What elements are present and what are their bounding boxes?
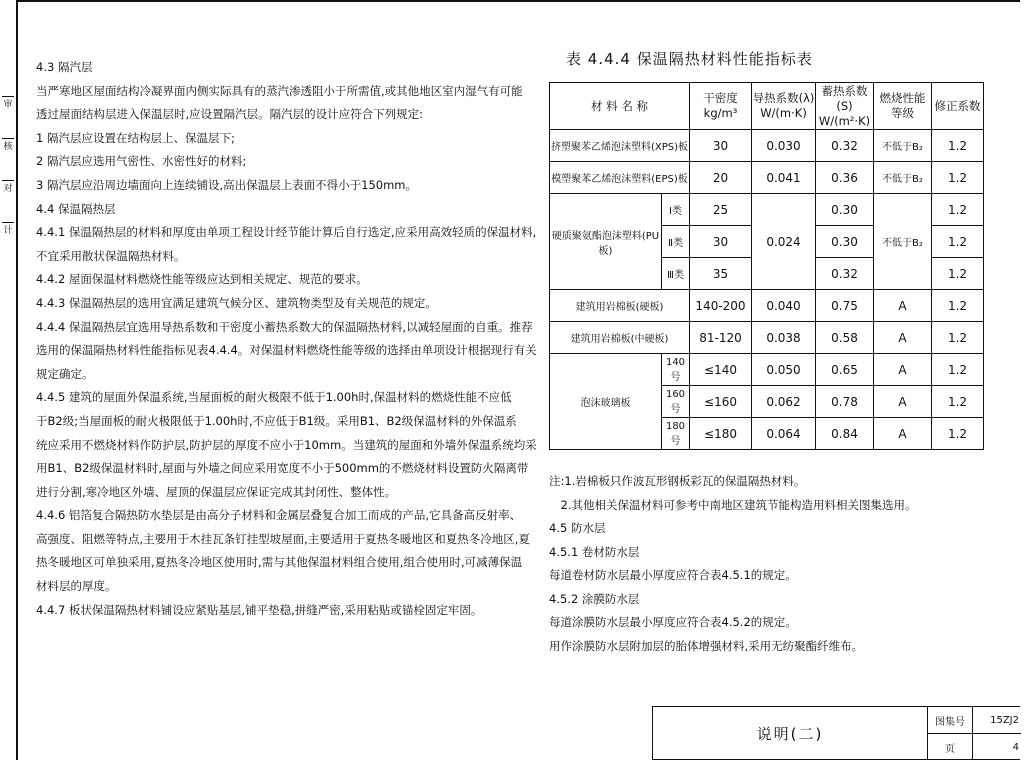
- text-line: 4.4.4 保温隔热层宜选用导热系数和干密度小蓄热系数大的保温隔热材料,以减轻屋面的自重。推荐: [36, 319, 533, 334]
- table-row: [550, 130, 984, 162]
- cell-storage: 0.32: [816, 258, 874, 290]
- cell-conductivity: 0.064: [752, 418, 816, 450]
- left-text-column: [36, 56, 537, 622]
- margin-label: 核: [3, 142, 13, 152]
- cell-storage: 0.36: [816, 162, 874, 194]
- text-line: 高强度、阻燃等特点,主要用于木挂瓦条钉挂型坡屋面,主要适用于夏热冬暖地区和夏热冬冷地区,夏: [36, 531, 530, 546]
- table-row: [550, 322, 984, 354]
- cell-subtype: Ⅰ类: [662, 194, 690, 226]
- cell-grade: 140号: [662, 354, 690, 386]
- text-line: 4.4.1 保温隔热层的材料和厚度由单项工程设计经节能计算后自行选定,应采用高效轻质的保温材料,: [36, 225, 537, 240]
- text-line: 每道涂膜防水层最小厚度应符合表4.5.2的规定。: [549, 615, 797, 629]
- cell-conductivity: 0.050: [752, 354, 816, 386]
- table-row: [550, 162, 984, 194]
- cell-density: 35: [690, 258, 752, 290]
- atlas-number-label: 图集号: [928, 707, 973, 733]
- cell-fire: A: [874, 290, 932, 322]
- table-row: [550, 290, 984, 322]
- text-line: 当严寒地区屋面结构冷凝界面内侧实际具有的蒸汽渗透阻小于所需值,或其他地区室内湿气有可能: [36, 83, 523, 98]
- cell-conductivity: 0.038: [752, 322, 816, 354]
- text-line: 1 隔汽层应设置在结构层上、保温层下;: [36, 130, 235, 145]
- cell-density: 81-120: [690, 322, 752, 354]
- table-row: [550, 194, 984, 226]
- right-text-column: [549, 470, 1019, 658]
- cell-conductivity: 0.062: [752, 386, 816, 418]
- text-line: 3 隔汽层应沿周边墙面向上连续铺设,高出保温层上表面不得小于150mm。: [36, 177, 417, 192]
- cell-name: 挤塑聚苯乙烯泡沫塑料(XPS)板: [550, 130, 690, 162]
- header-conductivity: [752, 83, 816, 130]
- cell-density: 30: [690, 130, 752, 162]
- text-line: 用B1、B2级保温材料时,屋面与外墙之间应采用宽度不小于500mm的不燃烧材料设置防火隔离带: [36, 461, 529, 476]
- header-storage-unit: W/(m²·K): [818, 113, 871, 128]
- cell-conductivity: 0.041: [752, 162, 816, 194]
- margin-tick: [2, 222, 14, 223]
- header-material-name: 材 料 名 称: [550, 83, 690, 130]
- text-line: 4.3 隔汽层: [36, 60, 93, 74]
- cell-fire: A: [874, 322, 932, 354]
- table-header-row: [550, 83, 984, 130]
- cell-fire: A: [874, 418, 932, 450]
- cell-density: 140-200: [690, 290, 752, 322]
- header-conductivity-label: 导热系数(λ): [752, 91, 815, 105]
- text-line: 热冬暖地区可单独采用,夏热冬冷地区使用时,需与其他保温材料组合使用,组合使用时,可减薄保温: [36, 555, 523, 570]
- cell-name: 模塑聚苯乙烯泡沫塑料(EPS)板: [550, 162, 690, 194]
- cell-subtype: Ⅱ类: [662, 226, 690, 258]
- table-row: [550, 354, 984, 386]
- page-number-value: 4: [1012, 741, 1019, 753]
- cell-name: 泡沫玻璃板: [550, 354, 662, 450]
- cell-density: ≤160: [690, 386, 752, 418]
- cell-subtype: Ⅲ类: [662, 258, 690, 290]
- binding-margin: [0, 0, 16, 766]
- text-line: 4.4.2 屋面保温材料燃烧性能等级应达到相关规定、规范的要求。: [36, 272, 368, 287]
- cell-storage: 0.84: [816, 418, 874, 450]
- text-line: 不宜采用散状保温隔热材料。: [36, 248, 186, 263]
- margin-label: 对: [3, 184, 13, 194]
- cell-conductivity: 0.024: [752, 194, 816, 290]
- text-line: 4.5.2 涂膜防水层: [549, 591, 640, 606]
- header-storage: [816, 83, 874, 130]
- atlas-number-value: 15ZJ2: [990, 714, 1019, 726]
- cell-density: 30: [690, 226, 752, 258]
- header-fire-label-2: 等级: [891, 106, 914, 120]
- cell-density: ≤140: [690, 354, 752, 386]
- header-storage-label: 蓄热系数(S): [821, 83, 868, 113]
- text-line: 4.5 防水层: [549, 521, 606, 535]
- cell-grade: 180号: [662, 418, 690, 450]
- cell-factor: 1.2: [932, 226, 984, 258]
- page-label: 页: [928, 734, 973, 760]
- text-line: 透过屋面结构层进入保温层时,应设置隔汽层。隔汽层的设计应符合下列规定:: [36, 107, 424, 122]
- header-fire-label: 燃烧性能: [879, 91, 926, 105]
- text-line: 统应采用不燃烧材料作防护层,防护层的厚度不应小于10mm。当建筑的屋面和外墙外保温系统均采: [36, 437, 537, 452]
- cell-fire: 不低于B₂: [874, 162, 932, 194]
- cell-factor: 1.2: [932, 162, 984, 194]
- cell-factor: 1.2: [932, 418, 984, 450]
- cell-fire: 不低于B₂: [874, 194, 932, 290]
- cell-name: 硬质聚氨酯泡沫塑料(PU板): [550, 194, 662, 290]
- text-line: 材料层的厚度。: [36, 579, 117, 594]
- text-line: 每道卷材防水层最小厚度应符合表4.5.1的规定。: [549, 568, 797, 582]
- cell-storage: 0.58: [816, 322, 874, 354]
- header-fire: [874, 83, 932, 130]
- margin-tick: [2, 138, 14, 139]
- cell-fire: A: [874, 386, 932, 418]
- text-line: 4.4.5 建筑的屋面外保温系统,当屋面板的耐火极限不低于1.00h时,保温材料的燃烧性能不应低: [36, 390, 512, 405]
- cell-factor: 1.2: [932, 322, 984, 354]
- cell-density: 20: [690, 162, 752, 194]
- text-line: 2 隔汽层应选用气密性、水密性好的材料;: [36, 154, 247, 169]
- cell-storage: 0.30: [816, 226, 874, 258]
- material-spec-table: [549, 82, 984, 450]
- cell-grade: 160号: [662, 386, 690, 418]
- cell-conductivity: 0.030: [752, 130, 816, 162]
- cell-storage: 0.78: [816, 386, 874, 418]
- table-note: 注:1.岩棉板只作波瓦形钢板彩瓦的保温隔热材料。: [549, 474, 806, 488]
- sheet-caption: 说明(二): [653, 707, 928, 759]
- cell-fire: 不低于B₂: [874, 130, 932, 162]
- cell-density: ≤180: [690, 418, 752, 450]
- table-title: 表 4.4.4 保温隔热材料性能指标表: [566, 50, 813, 68]
- title-block: [652, 706, 1020, 760]
- text-line: 选用的保温隔热材料性能指标见表4.4.4。对保温材料燃烧性能等级的选择由单项设计根据现行有关: [36, 343, 537, 358]
- text-line: 于B2级;当屋面板的耐火极限低于1.00h时,不应低于B1级。采用B1、B2级保温材料的外保温系: [36, 413, 517, 428]
- cell-storage: 0.32: [816, 130, 874, 162]
- header-conductivity-unit: W/(m·K): [760, 106, 807, 120]
- cell-storage: 0.75: [816, 290, 874, 322]
- margin-tick: [2, 96, 14, 97]
- cell-factor: 1.2: [932, 354, 984, 386]
- table-note: 2.其他相关保温材料可参考中南地区建筑节能构造用料相关图集选用。: [549, 497, 917, 512]
- cell-factor: 1.2: [932, 386, 984, 418]
- cell-name: 建筑用岩棉板(中硬板): [550, 322, 690, 354]
- text-line: 4.5.1 卷材防水层: [549, 544, 640, 559]
- header-density-label: 干密度: [703, 91, 738, 105]
- cell-conductivity: 0.040: [752, 290, 816, 322]
- text-line: 用作涂膜防水层附加层的胎体增强材料,采用无纺聚酯纤维布。: [549, 638, 864, 653]
- cell-storage: 0.65: [816, 354, 874, 386]
- margin-tick: [2, 180, 14, 181]
- cell-density: 25: [690, 194, 752, 226]
- text-line: 4.4.6 铝箔复合隔热防水垫层是由高分子材料和金属层叠复合加工而成的产品,它具备高反射率、: [36, 508, 522, 523]
- cell-factor: 1.2: [932, 130, 984, 162]
- cell-name: 建筑用岩棉板(硬板): [550, 290, 690, 322]
- cell-factor: 1.2: [932, 194, 984, 226]
- margin-label: 计: [3, 226, 13, 236]
- margin-label: 审: [3, 100, 13, 110]
- cell-fire: A: [874, 354, 932, 386]
- cell-factor: 1.2: [932, 290, 984, 322]
- cell-storage: 0.30: [816, 194, 874, 226]
- cell-factor: 1.2: [932, 258, 984, 290]
- text-line: 4.4.3 保温隔热层的选用宜满足建筑气候分区、建筑物类型及有关规范的规定。: [36, 295, 437, 310]
- header-density-unit: kg/m³: [703, 106, 738, 120]
- header-density: [690, 83, 752, 130]
- text-line: 4.4.7 板状保温隔热材料铺设应紧贴基层,铺平垫稳,拼缝严密,采用粘贴或锚栓固定牢固。: [36, 602, 483, 617]
- text-line: 规定确定。: [36, 366, 94, 381]
- header-factor: 修正系数: [932, 83, 984, 130]
- text-line: 4.4 保温隔热层: [36, 201, 116, 216]
- text-line: 进行分割,寒冷地区外墙、屋顶的保温层应保证完成其封闭性、整体性。: [36, 484, 397, 499]
